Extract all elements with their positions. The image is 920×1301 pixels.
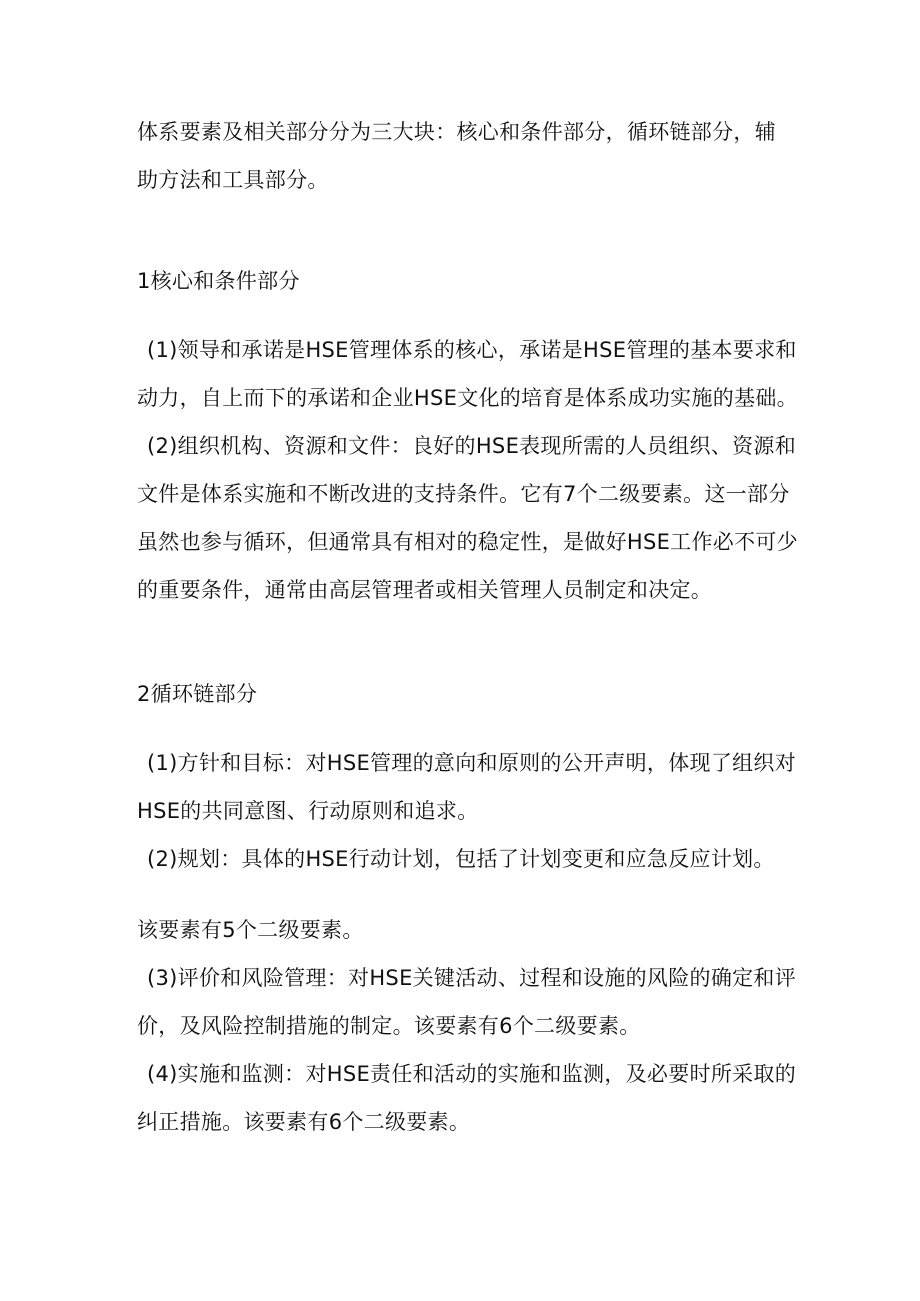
- section-2-item-4-line-1: (4)实施和监测：对HSE责任和活动的实施和监测，及必要时所采取的: [147, 1062, 797, 1086]
- section-1-item-1-line-1: (1)领导和承诺是HSE管理体系的核心，承诺是HSE管理的基本要求和: [147, 338, 797, 362]
- section-2-item-2-line-2: 该要素有5个二级要素。: [137, 918, 364, 942]
- section-2-item-3-line-1: (3)评价和风险管理：对HSE关键活动、过程和设施的风险的确定和评: [147, 966, 797, 990]
- intro-line-2: 助方法和工具部分。: [137, 168, 329, 192]
- section-1-item-2-line-3: 虽然也参与循环，但通常具有相对的稳定性，是做好HSE工作必不可少: [137, 530, 798, 554]
- section-2-item-3-line-2: 价，及风险控制措施的制定。该要素有6个二级要素。: [137, 1014, 641, 1038]
- section-1-item-1-line-2: 动力，自上而下的承诺和企业HSE文化的培育是体系成功实施的基础。: [137, 386, 798, 410]
- section-1-item-2-line-4: 的重要条件，通常由高层管理者或相关管理人员制定和决定。: [137, 578, 713, 602]
- section-1-item-2-line-1: (2)组织机构、资源和文件：良好的HSE表现所需的人员组织、资源和: [147, 434, 797, 458]
- intro-line-1: 体系要素及相关部分分为三大块：核心和条件部分，循环链部分，辅: [137, 120, 776, 144]
- section-2-item-2-line-1: (2)规划：具体的HSE行动计划，包括了计划变更和应急反应计划。: [147, 847, 775, 871]
- section-2-item-1-line-2: HSE的共同意图、行动原则和追求。: [137, 799, 479, 823]
- section-2-item-1-line-1: (1)方针和目标：对HSE管理的意向和原则的公开声明，体现了组织对: [147, 751, 797, 775]
- section-2-heading: 2循环链部分: [137, 682, 258, 706]
- section-2-item-4-line-2: 纠正措施。该要素有6个二级要素。: [137, 1110, 471, 1134]
- section-1-heading: 1核心和条件部分: [137, 269, 300, 293]
- section-1-item-2-line-2: 文件是体系实施和不断改进的支持条件。它有7个二级要素。这一部分: [137, 482, 790, 506]
